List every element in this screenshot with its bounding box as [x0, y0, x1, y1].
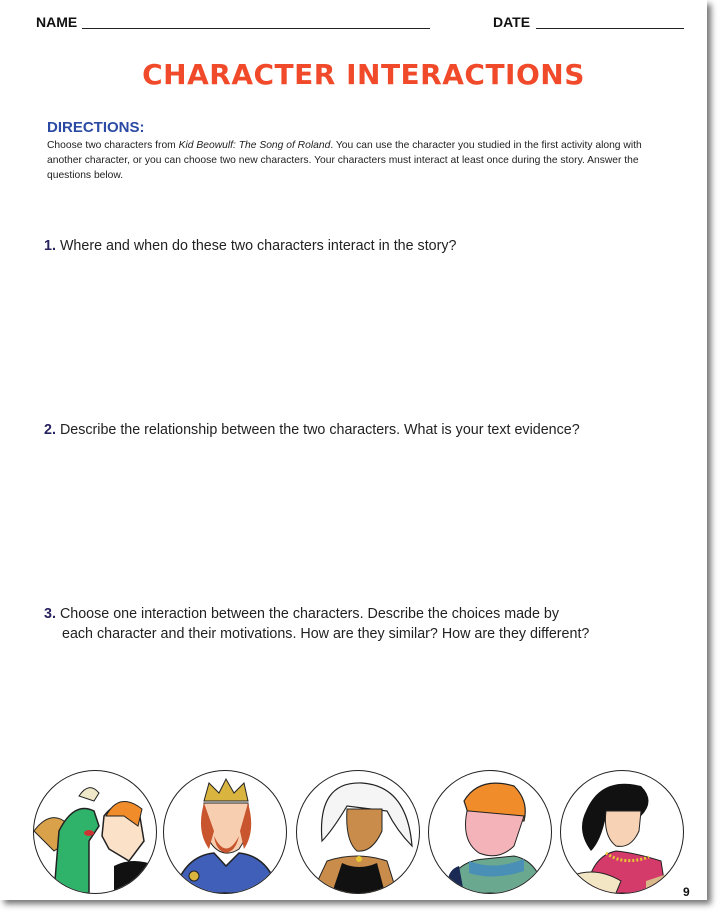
question-number: 2.	[44, 422, 56, 438]
illustration-dark-haired-woman-reading	[560, 770, 684, 894]
question-2	[44, 420, 580, 440]
illustration-white-haired-woman	[296, 770, 420, 894]
king-icon	[164, 771, 286, 893]
reading-woman-icon	[561, 771, 683, 893]
book-title: Kid Beowulf: The Song of Roland	[178, 140, 331, 151]
directions-text-after: . You can use the character you studied in the first activity along with another character, or you can choose two new characters. Your characters must interact at least once during the story. Answer the questions below.	[47, 140, 642, 181]
question-text-line2: each character and their motivations. How are they similar? How are they different?	[62, 626, 590, 642]
dragon-and-boy-icon	[34, 771, 156, 893]
question-1	[44, 236, 457, 256]
question-number: 3.	[44, 606, 56, 622]
question-text: Where and when do these two characters interact in the story?	[59, 238, 457, 254]
illustration-green-dragon-and-boy	[33, 770, 157, 894]
question-number: 1.	[44, 238, 56, 254]
question-text: Describe the relationship between the two characters. What is your text evidence?	[59, 422, 580, 438]
date-field[interactable]	[536, 28, 684, 29]
header-row	[36, 12, 683, 32]
question-text-line1: Choose one interaction between the characters. Describe the choices made by	[59, 606, 560, 622]
illustration-grimacing-warrior	[428, 770, 552, 894]
name-label: NAME	[36, 14, 78, 30]
name-field[interactable]	[82, 28, 430, 29]
directions-text-before: Choose two characters from	[47, 140, 179, 151]
warrior-icon	[429, 771, 551, 893]
page-title: CHARACTER INTERACTIONS	[142, 58, 585, 91]
directions-text	[47, 138, 647, 183]
illustration-crowned-king	[163, 770, 287, 894]
page-number: 9	[683, 885, 690, 899]
question-3	[44, 604, 664, 644]
directions-heading: DIRECTIONS:	[47, 119, 145, 136]
white-haired-woman-icon	[297, 771, 419, 893]
date-label: DATE	[493, 14, 531, 30]
